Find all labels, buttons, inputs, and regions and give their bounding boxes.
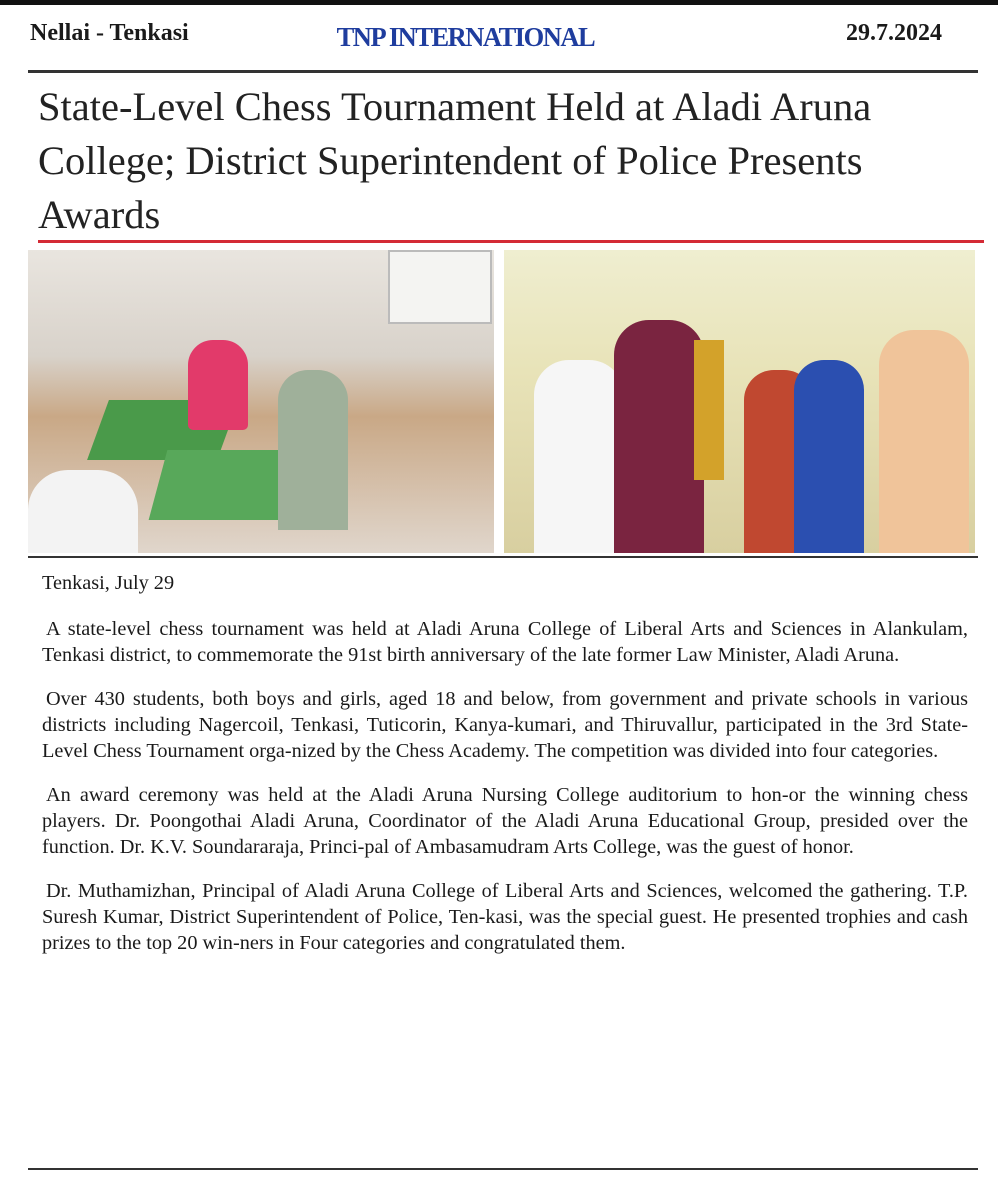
photo-divider: [28, 556, 978, 558]
dateline: Tenkasi, July 29: [42, 572, 175, 594]
footer-divider: [28, 1168, 978, 1170]
headline-underline: [38, 240, 984, 243]
top-border: [0, 0, 998, 5]
edition-location: Nellai - Tenkasi: [30, 20, 189, 46]
article-paragraph: An award ceremony was held at the Aladi Aruna Nursing College auditorium to hon-or the winning chess players. Dr. Poongothai Aladi Aruna, Coordinator of the Aladi Aruna Educational Group, presided over the function. Dr. K.V. Soundararaja, Princi-pal of Ambasamudram Arts College, was the guest of honor.: [42, 784, 968, 858]
article-paragraph: A state-level chess tournament was held at Aladi Aruna College of Liberal Arts and Sciences in Alankulam, Tenkasi district, to commemorate the 91st birth anniversary of the late former Law Minister, Aladi Aruna.: [42, 618, 968, 666]
article-paragraph: Over 430 students, both boys and girls, aged 18 and below, from government and private schools in various districts including Nagercoil, Tenkasi, Tuticorin, Kanya-kumari, and Thiruvallur, participated in the 3rd State-Level Chess Tournament orga-nized by the Chess Academy. The competition was divided into four categories.: [42, 688, 968, 762]
publication-date: 29.7.2024: [846, 20, 942, 46]
article-body: [42, 570, 968, 974]
header-divider: [28, 70, 978, 73]
photo-award-ceremony: [504, 250, 975, 553]
photo-students-playing-chess: [28, 250, 494, 553]
headline: State-Level Chess Tournament Held at Aladi Aruna College; District Superintendent of Police Presents Awards: [38, 84, 872, 237]
article-paragraph: Dr. Muthamizhan, Principal of Aladi Aruna College of Liberal Arts and Sciences, welcomed the gathering. T.P. Suresh Kumar, District Superintendent of Police, Ten-kasi, was the special guest. He presented trophies and cash prizes to the top 20 win-ners in Four categories and congratulated them.: [42, 880, 968, 954]
publication-name: TNP INTERNATIONAL: [336, 22, 595, 52]
